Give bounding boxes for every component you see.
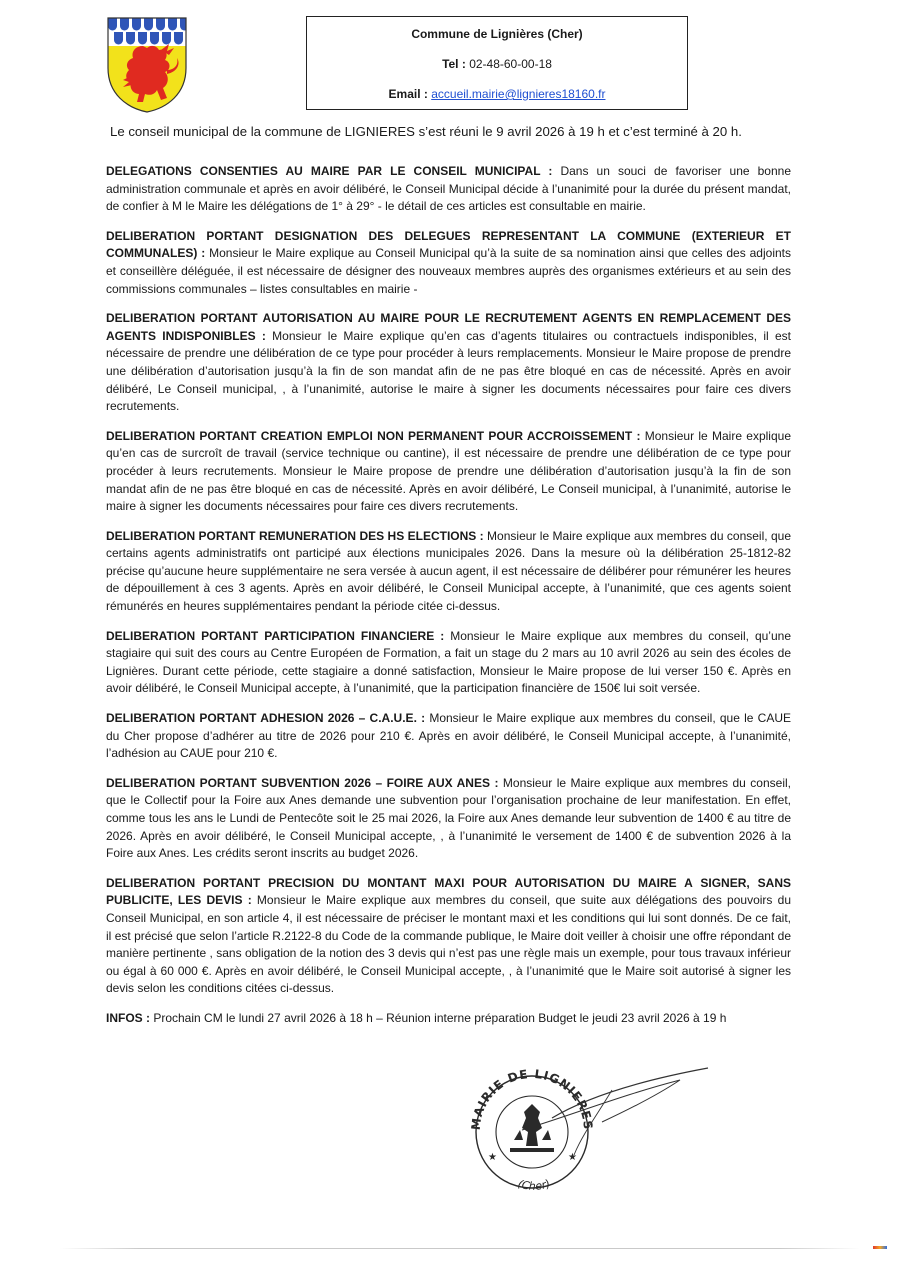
meeting-intro: Le conseil municipal de la commune de LIGNIERES s’est réuni le 9 avril 2026 à 19 h et c’est terminé à 20 h. bbox=[110, 124, 742, 139]
deliberation-item bbox=[106, 775, 791, 863]
deliberation-text: Monsieur le Maire explique aux membres du conseil, qu’une stagiaire qui suit des cours au Centre Européen de Formation, a fait un stage du 2 mars au 10 avril 2026 au sein des écoles de Lignières. Durant cette période, cette stagiaire a donné satisfaction, Monsieur le Maire propose de lui verser 150 €. Après en avoir délibéré, le Conseil Municipal accepte, à l’unanimité, que la participation financière de 150€ lui soit versée. bbox=[106, 628, 791, 696]
signature-stroke bbox=[522, 1080, 680, 1130]
telephone-number: 02-48-60-00-18 bbox=[469, 57, 552, 71]
commune-coat-of-arms bbox=[105, 16, 189, 114]
telephone-line bbox=[307, 57, 687, 71]
deliberation-heading: DELIBERATION PORTANT CREATION EMPLOI NON PERMANENT POUR ACCROISSEMENT : bbox=[106, 428, 641, 443]
deliberation-heading: DELIBERATION PORTANT SUBVENTION 2026 – FOIRE AUX ANES : bbox=[106, 775, 499, 790]
deliberation-item bbox=[106, 228, 791, 298]
infos-text: Prochain CM le lundi 27 avril 2026 à 18 h – Réunion interne préparation Budget le jeudi 23 avril 2026 à 19 h bbox=[150, 1010, 727, 1025]
svg-text:★: ★ bbox=[488, 1152, 497, 1163]
deliberation-heading: DELIBERATION PORTANT DESIGNATION DES DELEGUES REPRESENTANT LA COMMUNE (EXTERIEUR ET COMMUNALES) : bbox=[106, 228, 791, 261]
deliberation-heading: DELIBERATION PORTANT PARTICIPATION FINANCIERE : bbox=[106, 628, 445, 643]
deliberation-heading: DELIBERATION PORTANT PRECISION DU MONTANT MAXI POUR AUTORISATION DU MAIRE A SIGNER, SANS PUBLICITE, LES DEVIS : bbox=[106, 875, 791, 908]
deliberation-text: Monsieur le Maire explique qu’en cas de surcroît de travail (service technique ou cantine), il est nécessaire de prendre une délibération de ce type pour procéder à leurs recrutements. Monsieur le Maire propose de prendre une délibération d’autorisation jusqu’à la fin de son mandat afin de ne pas être bloqué en cas de nécessité. Après en avoir délibéré, Le Conseil municipal, à l’unanimité, autorise le maire à signer les documents nécessaires pour faire ces divers recrutements. bbox=[106, 428, 791, 514]
deliberation-heading: DELIBERATION PORTANT AUTORISATION AU MAIRE POUR LE RECRUTEMENT AGENTS EN REMPLACEMENT DES AGENTS INDISPONIBLES : bbox=[106, 311, 791, 343]
deliberation-heading: DELEGATIONS CONSENTIES AU MAIRE PAR LE CONSEIL MUNICIPAL : bbox=[106, 164, 553, 178]
svg-text:★: ★ bbox=[568, 1152, 577, 1163]
deliberation-text: Monsieur le Maire explique aux membres du conseil, que le Collectif pour la Foire aux Anes demande une subvention pour l’organisation prochaine de leur manifestation. En effet, comme tous les ans le Lundi de Pentecôte soit le 25 mai 2026, la Foire aux Anes demande leur subvention de 1400 € au titre de 2026. Après en avoir délibéré, le Conseil Municipal accepte, , à l’unanimité le versement de 1400 € de subvention 2026 à la Foire aux Anes. Les crédits seront inscrits au budget 2026. bbox=[106, 775, 791, 861]
deliberation-text: Monsieur le Maire explique aux membres du conseil, que le CAUE du Cher propose d’adhérer au titre de 2026 pour 210 €. Après en avoir délibéré, le Conseil Municipal accepte, à l’unanimité, l’adhésion au CAUE pour 210 €. bbox=[106, 711, 791, 761]
email-label: Email : bbox=[388, 87, 428, 101]
deliberation-text: Dans un souci de favoriser une bonne administration communale et après en avoir délibéré, le Conseil Municipal décide à l’unanimité pour la durée du présent mandat, de confier à M le Maire les délégations de 1° à 29° - le détail de ces articles est consultable en mairie. bbox=[106, 164, 792, 214]
infos-line bbox=[106, 1010, 791, 1028]
svg-text:MAIRIE DE LIGNIERES: MAIRIE DE LIGNIERES bbox=[468, 1066, 596, 1131]
deliberation-heading: DELIBERATION PORTANT REMUNERATION DES HS ELECTIONS : bbox=[106, 528, 484, 543]
telephone-label: Tel : bbox=[442, 57, 466, 71]
deliberation-heading: DELIBERATION PORTANT ADHESION 2026 – C.A.U.E. : bbox=[106, 711, 426, 726]
svg-text:(Cher): (Cher) bbox=[516, 1177, 552, 1193]
infos-label: INFOS : bbox=[106, 1010, 150, 1025]
deliberation-item bbox=[106, 528, 791, 616]
deliberations-list bbox=[106, 163, 791, 1028]
email-link[interactable]: accueil.mairie@lignieres18160.fr bbox=[431, 87, 606, 101]
deliberation-text: Monsieur le Maire explique qu’en cas d’agents titulaires ou contractuels indisponibles, il est nécessaire de prendre une délibération de ce type pour procéder à leurs remplacements. Monsieur le Maire propose de prendre une délibération d’autorisation jusqu’à la fin de son mandat afin de ne pas être bloqué en cas de nécessité. Après en avoir délibéré, Le Conseil municipal, , à l’unanimité, autorise le maire à signer les documents nécessaires pour faire ces divers recrutements. bbox=[106, 328, 791, 414]
deliberation-text: Monsieur le Maire explique au Conseil Municipal qu’à la suite de sa nomination ainsi que celles des adjoints et conseillère déléguée, il est nécessaire de désigner des nouveaux membres auprès des organismes extérieurs et au sein des commissions communales – listes consultables en mairie - bbox=[106, 246, 791, 296]
commune-name: Commune de Lignières (Cher) bbox=[411, 27, 583, 41]
deliberation-text: Monsieur le Maire explique aux membres du conseil, que suite aux délégations des pouvoirs du Conseil Municipal, en son article 4, il est nécessaire de préciser le montant maxi et les conditions qui lui sont donnés. De ce fait, il est précisé que selon l’article R.2122-8 du Code de la commande publique, le Maire doit veiller à choisir une offre répondant de manière pertinente , sans obligation de la notion des 3 devis qui n’est pas une règle mais un exemple, pour tous travaux inférieur ou égal à 60 000 €. Après en avoir délibéré, le Conseil Municipal accepte, , à l’unanimité que le Maire soit autorisé à signer les devis selon les conditions citées ci-dessus. bbox=[106, 893, 791, 996]
deliberation-item bbox=[106, 163, 791, 216]
deliberation-text: Monsieur le Maire explique aux membres du conseil, que certains agents administratifs ont participé aux élections municipales 2026. Dans la mesure où la délibération 25-1812-82 précise qu’aucune heure supplémentaire ne sera versée à aucun agent, il est nécessaire de délibérer pour rémunérer les heures de dépouillement à ces 3 agents. Après en avoir délibéré, le Conseil Municipal accepte, à l’unanimité, que ces agents soient rémunérés en heures supplémentaires pendant la période citée ci-dessus. bbox=[106, 528, 791, 614]
page-footer-rule bbox=[60, 1248, 860, 1249]
contact-header-box bbox=[306, 16, 688, 110]
deliberation-item bbox=[106, 628, 791, 698]
scanner-mark bbox=[873, 1246, 887, 1249]
deliberation-item bbox=[106, 428, 791, 516]
deliberation-item bbox=[106, 310, 791, 416]
deliberation-item bbox=[106, 710, 791, 763]
deliberation-item bbox=[106, 875, 791, 998]
mairie-seal-and-signature bbox=[462, 1060, 712, 1200]
email-line bbox=[307, 87, 687, 101]
